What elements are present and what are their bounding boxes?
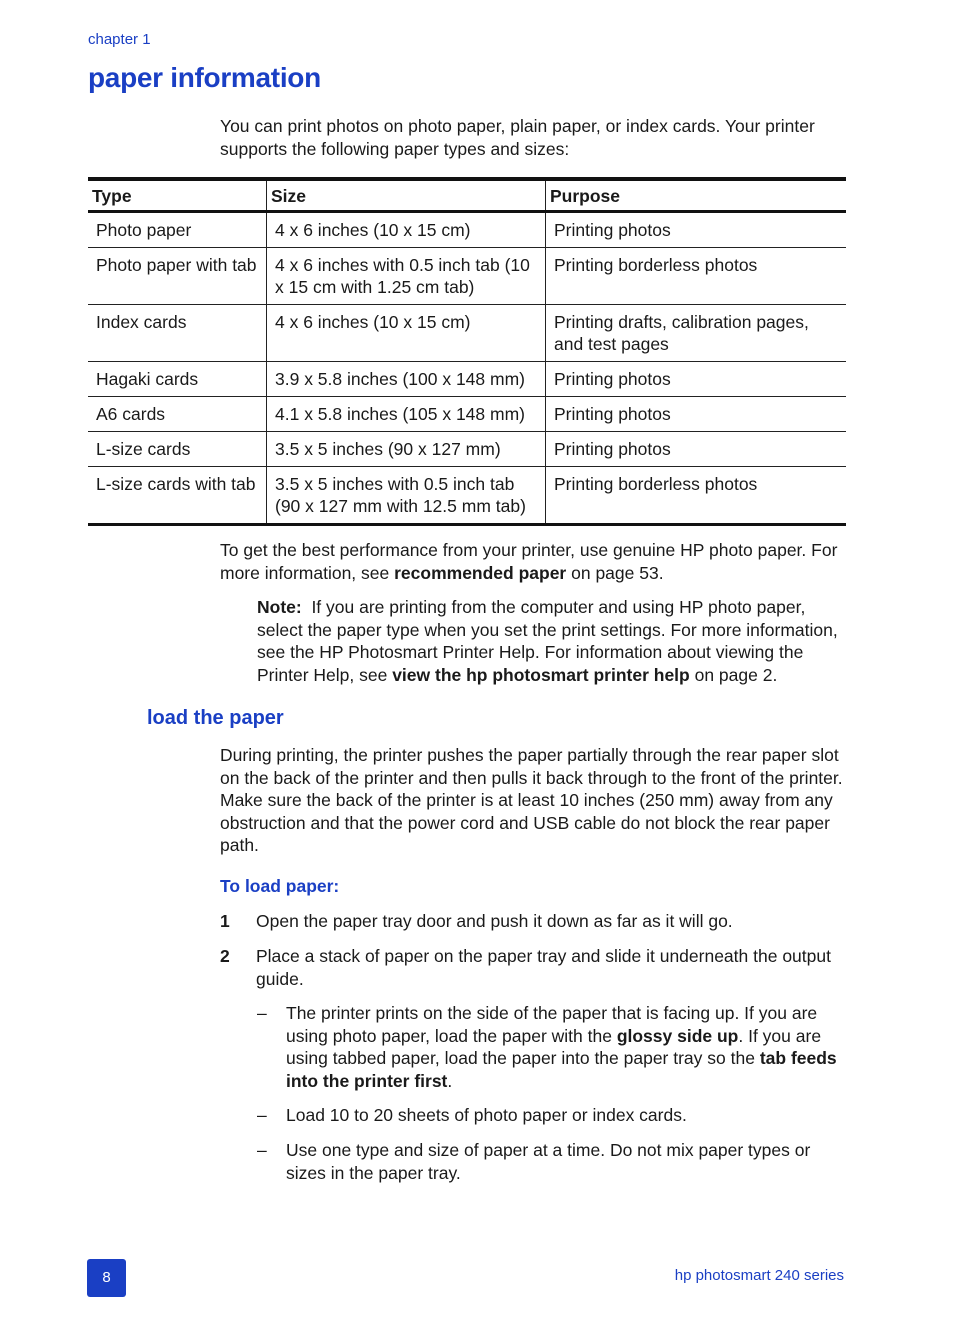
bullet-text-part: . bbox=[447, 1070, 453, 1091]
cell-purpose: Printing photos bbox=[546, 362, 847, 397]
cell-size: 4 x 6 inches (10 x 15 cm) bbox=[267, 305, 546, 362]
table-row bbox=[88, 248, 846, 305]
cell-purpose: Printing borderless photos bbox=[546, 467, 847, 525]
cell-type: Photo paper with tab bbox=[88, 248, 267, 305]
cell-size: 4 x 6 inches (10 x 15 cm) bbox=[267, 212, 546, 248]
product-name-footer: hp photosmart 240 series bbox=[674, 1267, 844, 1284]
bullet-dash: – bbox=[257, 1003, 267, 1023]
cell-type: Hagaki cards bbox=[88, 362, 267, 397]
cell-size: 3.5 x 5 inches (90 x 127 mm) bbox=[267, 432, 546, 467]
cell-purpose: Printing photos bbox=[546, 397, 847, 432]
tab-feeds-emphasis: tab feeds into the printer first bbox=[286, 1048, 837, 1091]
cell-size: 3.5 x 5 inches with 0.5 inch tab (90 x 127 mm with 12.5 mm tab) bbox=[267, 467, 546, 525]
intro-paragraph: You can print photos on photo paper, plain paper, or index cards. Your printer supports the following paper types and sizes: bbox=[220, 116, 815, 159]
step-text: Place a stack of paper on the paper tray and slide it underneath the output guide. bbox=[256, 946, 831, 989]
note-page-ref: on page 2. bbox=[689, 664, 778, 685]
table-row bbox=[88, 467, 846, 525]
bullet-text bbox=[286, 1002, 841, 1092]
paper-types-table bbox=[88, 177, 846, 526]
bullet-dash: – bbox=[257, 1105, 267, 1125]
page-number-badge: 8 bbox=[87, 1259, 126, 1297]
procedure-title: To load paper: bbox=[220, 876, 340, 896]
recommendation-page-ref: on page 53. bbox=[566, 562, 664, 583]
note-label: Note: bbox=[257, 597, 302, 617]
step-number: 2 bbox=[220, 946, 230, 966]
cell-purpose: Printing borderless photos bbox=[546, 248, 847, 305]
cell-size: 4 x 6 inches with 0.5 inch tab (10 x 15 cm with 1.25 cm tab) bbox=[267, 248, 546, 305]
cell-type: A6 cards bbox=[88, 397, 267, 432]
cell-purpose: Printing drafts, calibration pages, and test pages bbox=[546, 305, 847, 362]
bullet-text: Load 10 to 20 sheets of photo paper or index cards. bbox=[286, 1105, 687, 1125]
glossy-side-up-emphasis: glossy side up bbox=[616, 1025, 739, 1046]
bullet-text-part: . If you are using tabbed paper, load the paper into the paper tray so the bbox=[286, 1025, 822, 1068]
column-header-type: Type bbox=[92, 186, 132, 206]
load-paper-description: During printing, the printer pushes the paper partially through the rear paper slot on the back of the printer and then pulls it back through to the front of the printer. Make sure the back of the printer is at least 10 inches (250 mm) away from any obstruction and that the power cord and USB cable do not block the rear paper path. bbox=[220, 745, 843, 855]
step-number: 1 bbox=[220, 911, 230, 931]
cell-type: L-size cards bbox=[88, 432, 267, 467]
table-row bbox=[88, 212, 846, 248]
cell-type: Photo paper bbox=[88, 212, 267, 248]
load-paper-heading: load the paper bbox=[147, 707, 284, 729]
chapter-label: chapter 1 bbox=[88, 31, 151, 48]
note-paragraph bbox=[257, 596, 847, 686]
table-row bbox=[88, 362, 846, 397]
step-text: Open the paper tray door and push it down as far as it will go. bbox=[256, 911, 733, 931]
cell-type: L-size cards with tab bbox=[88, 467, 267, 525]
bullet-text-part: The printer prints on the side of the paper that is facing up. If you are using photo paper, load the paper with the bbox=[286, 1003, 818, 1046]
table-row bbox=[88, 305, 846, 362]
cell-purpose: Printing photos bbox=[546, 432, 847, 467]
recommendation-paragraph bbox=[220, 539, 845, 584]
bullet-dash: – bbox=[257, 1140, 267, 1160]
column-header-size: Size bbox=[267, 179, 546, 212]
cell-type: Index cards bbox=[88, 305, 267, 362]
recommendation-text: To get the best performance from your printer, use genuine HP photo paper. For more information, see bbox=[220, 540, 838, 583]
printer-help-link[interactable]: view the hp photosmart printer help bbox=[392, 664, 690, 685]
cell-size: 4.1 x 5.8 inches (105 x 148 mm) bbox=[267, 397, 546, 432]
column-header-purpose: Purpose bbox=[546, 179, 847, 212]
cell-purpose: Printing photos bbox=[546, 212, 847, 248]
table-header-row bbox=[88, 179, 846, 212]
recommended-paper-link[interactable]: recommended paper bbox=[394, 562, 567, 583]
cell-size: 3.9 x 5.8 inches (100 x 148 mm) bbox=[267, 362, 546, 397]
table-row bbox=[88, 432, 846, 467]
page-title: paper information bbox=[88, 62, 321, 93]
bullet-text: Use one type and size of paper at a time. Do not mix paper types or sizes in the paper tray. bbox=[286, 1140, 811, 1183]
table-row bbox=[88, 397, 846, 432]
note-text: If you are printing from the computer and using HP photo paper, select the paper type when you set the print settings. For more information, see the HP Photosmart Printer Help. For information about viewing the Printer Help, see bbox=[257, 597, 843, 685]
